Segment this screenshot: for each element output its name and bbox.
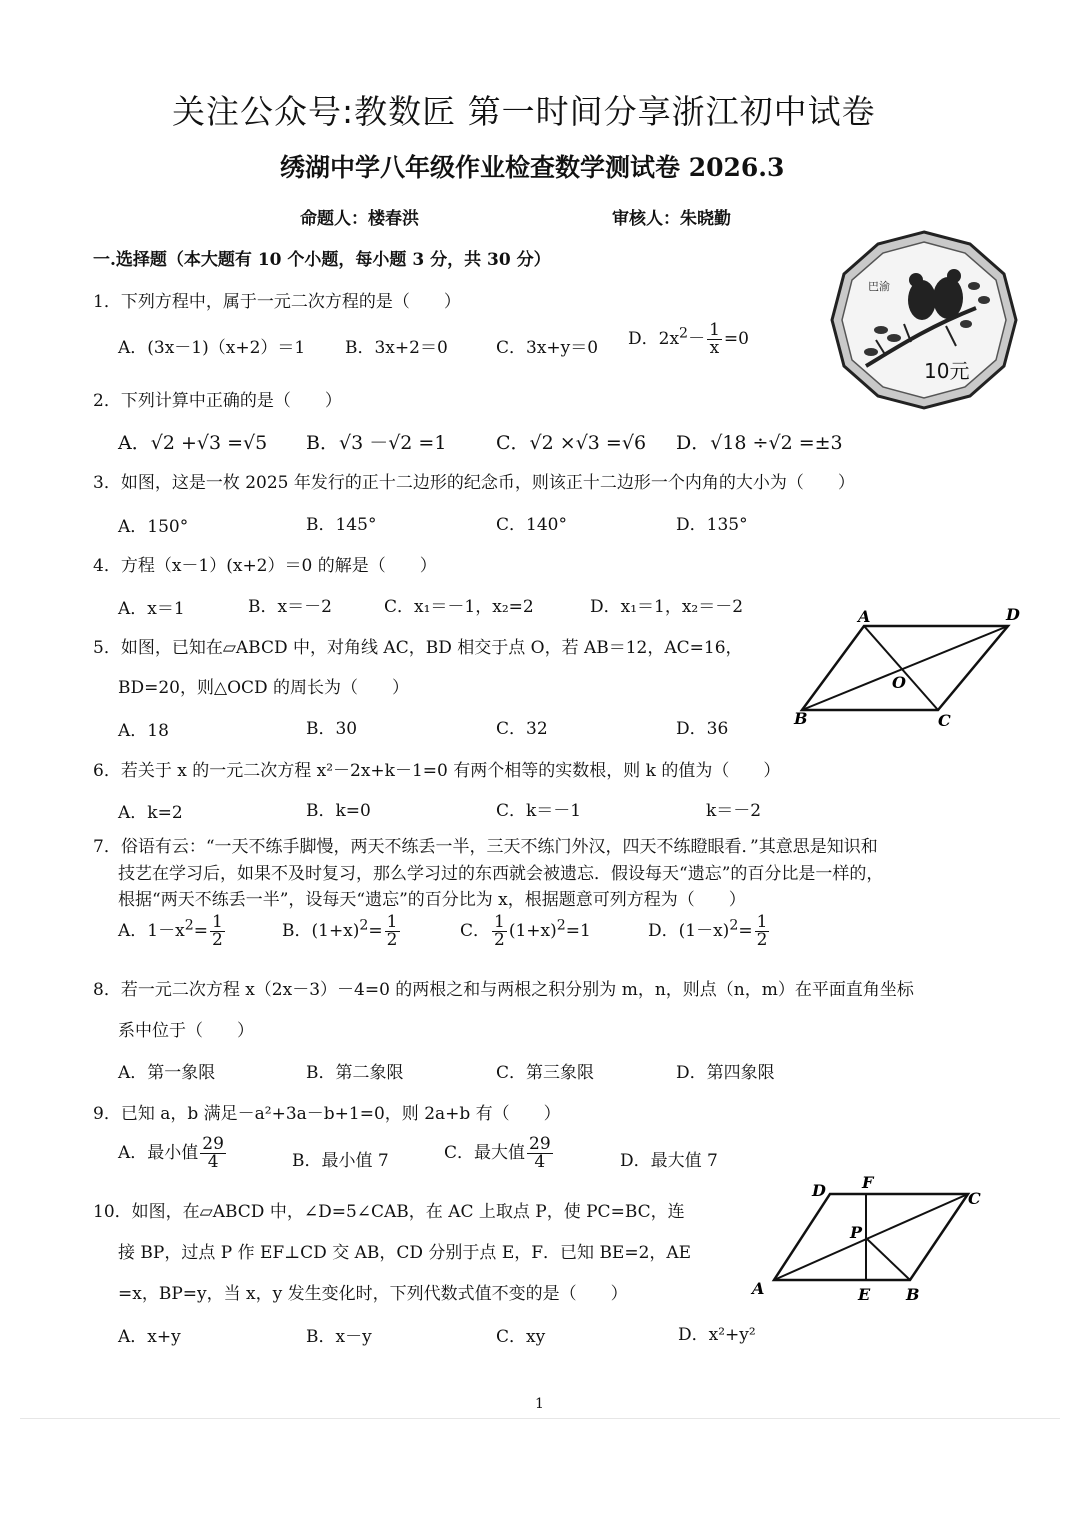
question-7-stem-line-1: 7．俗语有云：“一天不练手脚慢，两天不练丢一半，三天不练门外汉，四天不练瞪眼看．”其意思是知识和 — [93, 837, 878, 857]
question-2-option-b: B．√3 －√2 =1 — [306, 432, 447, 454]
vertex-label-a: A — [858, 607, 871, 626]
parallelogram-abcd-figure — [790, 604, 1030, 734]
equals-sign: = — [368, 921, 383, 941]
question-2-option-c: C．√2 ×√3 =√6 — [496, 432, 647, 454]
fraction-denominator: 2 — [494, 930, 505, 950]
question-7-stem-line-3: 根据“两天不练丢一半”，设每天“遗忘”的百分比为 x，根据题意可列方程为（ ） — [118, 890, 746, 910]
question-5-option-d: D．36 — [676, 719, 729, 739]
setter-label: 命题人：楼春洪 — [300, 209, 419, 229]
question-1-option-d-minus: － — [688, 329, 706, 349]
point-label-f: F — [862, 1173, 874, 1192]
question-5-stem-line-1: 5．如图，已知在▱ABCD 中，对角线 AC，BD 相交于点 O，若 AB＝12，AC=16， — [93, 638, 743, 658]
option-d-expression: D．(1－x) — [648, 921, 730, 941]
fraction-denominator: 4 — [207, 1152, 219, 1172]
section-heading: 一.选择题（本大题有 10 个小题，每小题 3 分，共 30 分） — [93, 250, 551, 270]
bird-left-head-icon — [909, 273, 923, 287]
question-8-stem-line-2: 系中位于（ ） — [118, 1021, 254, 1041]
point-label-o: O — [892, 673, 906, 692]
question-6-option-b: B．k=0 — [306, 801, 371, 821]
question-4-option-b: B．x＝－2 — [248, 597, 332, 617]
fraction-numerator: 29 — [202, 1134, 224, 1154]
question-4-option-c: C．x₁＝－1，x₂=2 — [384, 597, 534, 617]
exponent: 2 — [729, 917, 739, 934]
vertex-label-c: C — [968, 1189, 981, 1208]
question-2-option-a: A．√2 +√3 =√5 — [118, 432, 268, 454]
option-a-label: A．最小值 — [118, 1143, 199, 1163]
banner-text: 关注公众号:教数匠 第一时间分享浙江初中试卷 — [172, 92, 876, 131]
coin-inscription: 巴渝 — [868, 280, 890, 293]
question-1-option-d-prefix: D．2x — [628, 329, 680, 349]
page-title: 绣湖中学八年级作业检查数学测试卷 2026.3 — [280, 153, 785, 182]
question-1-stem: 1．下列方程中，属于一元二次方程的是（ ） — [93, 292, 461, 312]
point-label-p: P — [850, 1223, 863, 1242]
question-10-option-c: C．xy — [496, 1327, 546, 1347]
question-3-option-a: A．150° — [118, 517, 189, 537]
option-c-label: C． — [460, 921, 491, 941]
question-3-option-d: D．135° — [676, 515, 748, 535]
exponent: 2 — [556, 917, 566, 934]
question-10-option-a: A．x+y — [118, 1327, 181, 1347]
question-8-option-b: B．第二象限 — [306, 1063, 404, 1083]
option-c-label: C．最大值 — [444, 1143, 526, 1163]
option-c-end: =1 — [565, 921, 591, 941]
equals-sign: = — [738, 921, 753, 941]
footer-divider — [20, 1418, 1060, 1419]
question-1-option-b: B．3x+2＝0 — [345, 338, 448, 358]
question-8-option-c: C．第三象限 — [496, 1063, 595, 1083]
bird-right-icon — [933, 277, 963, 319]
fraction-numerator: 1 — [756, 912, 768, 932]
question-5-option-c: C．32 — [496, 719, 548, 739]
question-2-stem: 2．下列计算中正确的是（ ） — [93, 391, 342, 411]
fraction-denominator: 4 — [534, 1152, 546, 1172]
question-1-option-d-suffix: =0 — [723, 329, 749, 349]
question-2-option-d: D．√18 ÷√2 =±3 — [676, 432, 843, 454]
question-1-option-a: A．(3x－1)（x+2）＝1 — [118, 338, 306, 358]
segment-bp — [866, 1238, 910, 1280]
vertex-label-a: A — [752, 1279, 765, 1298]
question-5-stem-line-2: BD=20，则△OCD 的周长为（ ） — [118, 678, 410, 698]
question-7-option-c — [460, 914, 591, 949]
vertex-label-d: D — [812, 1181, 826, 1200]
question-9-option-a — [118, 1136, 228, 1171]
question-10-stem-line-3: =x，BP=y，当 x，y 发生变化时，下列代数式值不变的是（ ） — [118, 1284, 628, 1304]
reviewer-label: 审核人：朱晓勤 — [612, 209, 731, 229]
bird-right-head-icon — [947, 269, 961, 283]
question-7-option-d — [648, 914, 771, 949]
question-4-option-a: A．x＝1 — [118, 599, 185, 619]
fraction-denominator: 2 — [386, 930, 398, 950]
question-3-stem: 3．如图，这是一枚 2025 年发行的正十二边形的纪念币，则该正十二边形一个内角的大小为（ ） — [93, 473, 855, 493]
option-c-expression: (1+x) — [508, 921, 557, 941]
page-number: 1 — [535, 1396, 544, 1412]
option-a-expression: A．1－x — [118, 921, 185, 941]
exponent: 2 — [359, 917, 369, 934]
question-10-stem-line-2: 接 BP，过点 P 作 EF⊥CD 交 AB，CD 分别于点 E，F．已知 BE=2，AE — [118, 1243, 692, 1263]
question-9-option-c — [444, 1136, 555, 1171]
question-7-option-b — [282, 914, 402, 949]
question-1-option-c: C．3x+y＝0 — [496, 338, 599, 358]
fraction-numerator: 29 — [529, 1134, 551, 1154]
dodecagon-coin-figure — [826, 228, 1022, 414]
question-8-option-d: D．第四象限 — [676, 1063, 775, 1083]
question-6-option-a: A．k=2 — [118, 803, 183, 823]
fraction-one-half — [755, 914, 770, 949]
fraction-29-over-4 — [200, 1136, 226, 1171]
fraction-numerator: 1 — [211, 912, 223, 932]
question-6-stem: 6．若关于 x 的一元二次方程 x²－2x+k－1=0 有两个相等的实数根，则 k 的值为（ ） — [93, 761, 781, 781]
fraction-numerator: 1 — [494, 912, 505, 932]
question-9-option-b: B．最小值 7 — [292, 1151, 389, 1171]
parallelogram-ef-figure — [750, 1168, 990, 1308]
question-7-option-a — [118, 914, 227, 949]
question-7-stem-line-2: 技艺在学习后，如果不及时复习，那么学习过的东西就会被遗忘．假设每天“遗忘”的百分比是一样的， — [118, 864, 884, 884]
fraction-one-half — [385, 914, 400, 949]
fraction-numerator: 1 — [709, 320, 720, 340]
fraction-29-over-4 — [527, 1136, 553, 1171]
question-6-option-c: C．k＝－1 — [496, 801, 582, 821]
question-6-option-d: k＝－2 — [706, 801, 762, 821]
coin-denomination: 10元 — [924, 359, 970, 383]
equals-sign: = — [193, 921, 208, 941]
fraction-one-half — [210, 914, 225, 949]
question-10-option-d: D．x²+y² — [678, 1325, 756, 1345]
vertex-label-b: B — [794, 709, 808, 728]
question-4-option-d: D．x₁＝1，x₂＝－2 — [590, 597, 744, 617]
exponent: 2 — [184, 917, 194, 934]
question-5-option-b: B．30 — [306, 719, 358, 739]
question-1-option-d-exponent: 2 — [679, 325, 689, 342]
fraction-denominator: 2 — [756, 930, 768, 950]
question-1-option-d — [628, 322, 749, 357]
fraction-numerator: 1 — [386, 912, 398, 932]
question-1-option-d-fraction — [707, 322, 722, 357]
diagonal-ac — [864, 626, 938, 710]
option-b-expression: B．(1+x) — [282, 921, 360, 941]
question-10-option-b: B．x－y — [306, 1327, 372, 1347]
fraction-denominator: 2 — [211, 930, 223, 950]
question-3-option-b: B．145° — [306, 515, 377, 535]
bird-left-icon — [908, 280, 936, 320]
question-9-stem: 9．已知 a，b 满足－a²+3a－b+1=0，则 2a+b 有（ ） — [93, 1104, 561, 1124]
question-8-option-a: A．第一象限 — [118, 1063, 216, 1083]
vertex-label-d: D — [1006, 605, 1020, 624]
question-9-option-d: D．最大值 7 — [620, 1151, 718, 1171]
question-3-option-c: C．140° — [496, 515, 567, 535]
fraction-denominator: x — [709, 338, 720, 358]
fraction-one-half — [492, 914, 507, 949]
point-label-e: E — [858, 1285, 871, 1304]
vertex-label-b: B — [906, 1285, 920, 1304]
question-4-stem: 4．方程（x－1）(x+2）＝0 的解是（ ） — [93, 556, 437, 576]
question-10-stem-line-1: 10．如图，在▱ABCD 中，∠D=5∠CAB，在 AC 上取点 P，使 PC=BC，连 — [93, 1202, 685, 1222]
question-5-option-a: A．18 — [118, 721, 169, 741]
vertex-label-c: C — [938, 711, 951, 730]
question-8-stem-line-1: 8．若一元二次方程 x（2x－3）－4=0 的两根之和与两根之积分别为 m，n，则点（n，m）在平面直角坐标 — [93, 980, 914, 1000]
